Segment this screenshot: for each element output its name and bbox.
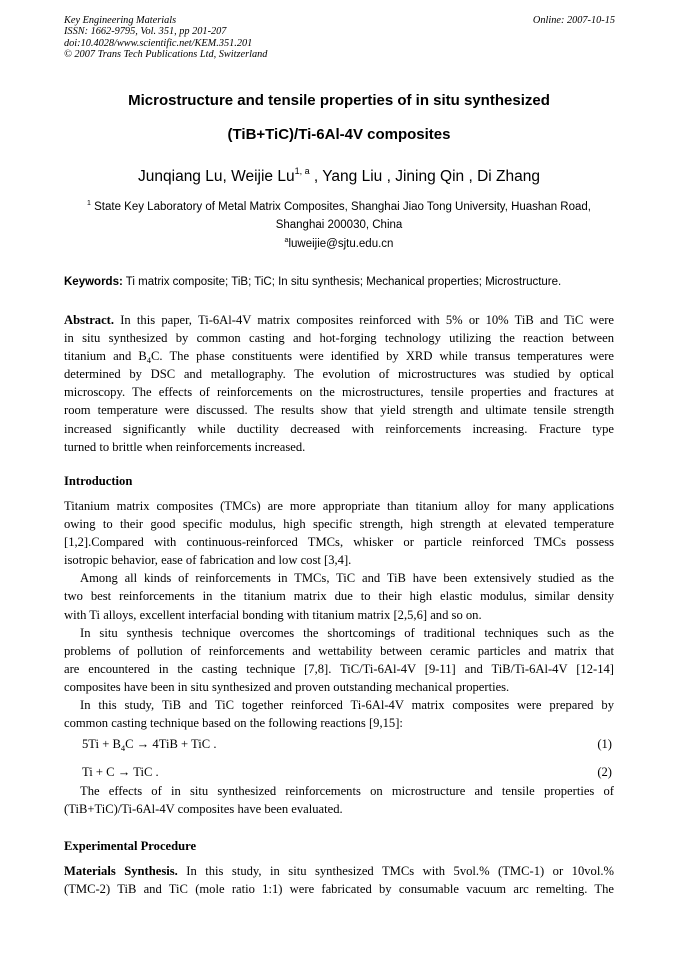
abstract-line: increased significantly while ductility decreased with reinforcements increasing. Fracture type [64, 421, 614, 436]
abstract-line: microscopy. The effects of reinforcements on the microstructures, tensile properties and fractures at [64, 385, 614, 400]
author-5: Di Zhang [477, 168, 540, 185]
abstract-line: determined by DSC and metallography. The evolution of microstructures was studied by optical [64, 367, 614, 382]
abstract-line: in situ synthesized by common casting and hot-forging technology utilizing the reaction between [64, 331, 614, 346]
equation-1: $5Ti + B_4C \to 4TiB$ + TiC . [82, 737, 217, 753]
introduction-closing [64, 782, 614, 818]
keywords [64, 276, 614, 288]
intro-line: In this study, TiB and TiC together reinforced Ti-6Al-4V matrix composites were prepared by [80, 698, 614, 713]
section-heading-experimental: Experimental Procedure [64, 839, 197, 853]
intro-line: problems of pollution of reinforcements and wettability between ceramic particles and matrix that [64, 643, 614, 658]
abstract-line: titanium and B [64, 349, 147, 364]
intro-line: In situ synthesis technique overcomes the shortcomings of traditional techniques such as the [80, 625, 614, 640]
affiliation-line-2: Shanghai 200030, China [275, 219, 403, 231]
author-4: Jining Qin [395, 168, 465, 185]
intro-line: composites have been in situ synthesized and proven outstanding mechanical properties. [64, 679, 510, 694]
abstract: Abstract. In this paper, Ti-6Al-4V matrix composites reinforced with 5% or 10% TiB and TiC were in situ synthesized by common casting and hot-forging technology utilizing the reaction between titanium and $B_4C$. The phase constituents were identified by XRD while transus temperatures were determined by DSC and metallography. The evolution of microstructures was studied by optical microscopy. The effects of reinforcements on the microstructures, tensile properties and fractures at room temperature were discussed. The results show that yield strength and ultimate tensile strength increased significantly while ductility decreased with reinforcements increasing. Fracture type turned to brittle when reinforcements increased. [64, 311, 614, 456]
equation-2-number: (2) [597, 765, 612, 779]
affiliation-line-1: State Key Laboratory of Metal Matrix Composites, Shanghai Jiao Tong University, Huashan Road, [94, 201, 591, 213]
abstract-line: turned to brittle when reinforcements increased. [64, 439, 306, 454]
abstract-line: In this paper, Ti-6Al-4V matrix composites reinforced with 5% or 10% TiB and TiC were [120, 313, 614, 327]
experimental-line: (TMC-2) TiB and TiC (mole ratio 1:1) were fabricated by consumable vacuum arc remelting. The [64, 882, 614, 897]
equation-1-number: (1) [597, 737, 612, 751]
journal-doi: doi:10.4028/www.scientific.net/KEM.351.201 [64, 37, 253, 49]
intro-line: with Ti alloys, excellent interfacial bonding with titanium matrix [2,5,6] and so on. [64, 607, 482, 622]
experimental-line: In this study, in situ synthesized TMCs with 5vol.% (TMC-1) or 10vol.% [186, 864, 614, 878]
intro-line: The effects of in situ synthesized reinforcements on microstructure and tensile properties of [80, 784, 614, 798]
intro-line: [1,2].Compared with continuous-reinforced TMCs, whisker or particle reinforced TMCs possess [64, 535, 614, 550]
introduction-body [64, 497, 614, 732]
intro-line: (TiB+TiC)/Ti-6Al-4V composites have been evaluated. [64, 802, 343, 817]
intro-line: common casting technique based on the following reactions [9,15]: [64, 716, 403, 731]
paper-title-line-2: (TiB+TiC)/Ti-6Al-4V composites [227, 126, 451, 143]
online-date: Online: 2007-10-15 [532, 15, 615, 26]
abstract-line: room temperature were discussed. The results show that yield strength and ultimate tensile strength [64, 403, 614, 418]
author-1: Junqiang Lu [138, 168, 223, 185]
author-2: Weijie Lu [231, 168, 295, 185]
affiliation-mark: 1 [87, 200, 91, 207]
equation-2: Ti + C → TiC . [82, 765, 159, 779]
journal-header [64, 15, 267, 60]
author-3: Yang Liu [322, 168, 383, 185]
email-mark: a [284, 237, 289, 244]
affiliation [64, 195, 614, 234]
materials-synthesis-label: Materials Synthesis. [64, 864, 178, 878]
intro-line: are encountered in the casting technique [7,8]. TiC/Ti-6Al-4V [9-11] and TiB/Ti-6Al-4V [12-14] [64, 661, 614, 676]
journal-issn: ISSN: 1662-9795, Vol. 351, pp 201-207 [64, 26, 227, 38]
abstract-label: Abstract. [64, 313, 115, 327]
experimental-body [64, 862, 614, 898]
intro-line: two best reinforcements in the titanium matrix due to their high elastic modulus, similar density [64, 589, 614, 604]
author-2-affil-mark: 1, a [294, 166, 310, 176]
author-email [64, 237, 614, 250]
journal-name: Key Engineering Materials [64, 15, 177, 26]
keywords-text: Ti matrix composite; TiB; TiC; In situ synthesis; Mechanical properties; Microstructure. [125, 276, 562, 288]
intro-line: isotropic behavior, ease of fabrication and low cost [3,4]. [64, 553, 352, 568]
intro-line: owing to their good specific modulus, high specific strength, high strength at elevated temperature [64, 517, 614, 532]
section-heading-introduction: Introduction [64, 474, 133, 488]
author-list: Junqiang Lu, Weijie Lu$^{1, a}$ , Yang Liu , Jining Qin , Di Zhang [138, 166, 540, 185]
keywords-label: Keywords: [64, 276, 123, 288]
intro-line: Among all kinds of reinforcements in TMCs, TiC and TiB have been extensively studied as the [80, 571, 614, 586]
intro-line: Titanium matrix composites (TMCs) are more appropriate than titanium alloy for many applications [64, 499, 614, 513]
paper-title-line-1: Microstructure and tensile properties of in situ synthesized [128, 92, 550, 109]
email-address: luweijie@sjtu.edu.cn [288, 238, 394, 250]
journal-copyright: © 2007 Trans Tech Publications Ltd, Switzerland [64, 48, 268, 60]
